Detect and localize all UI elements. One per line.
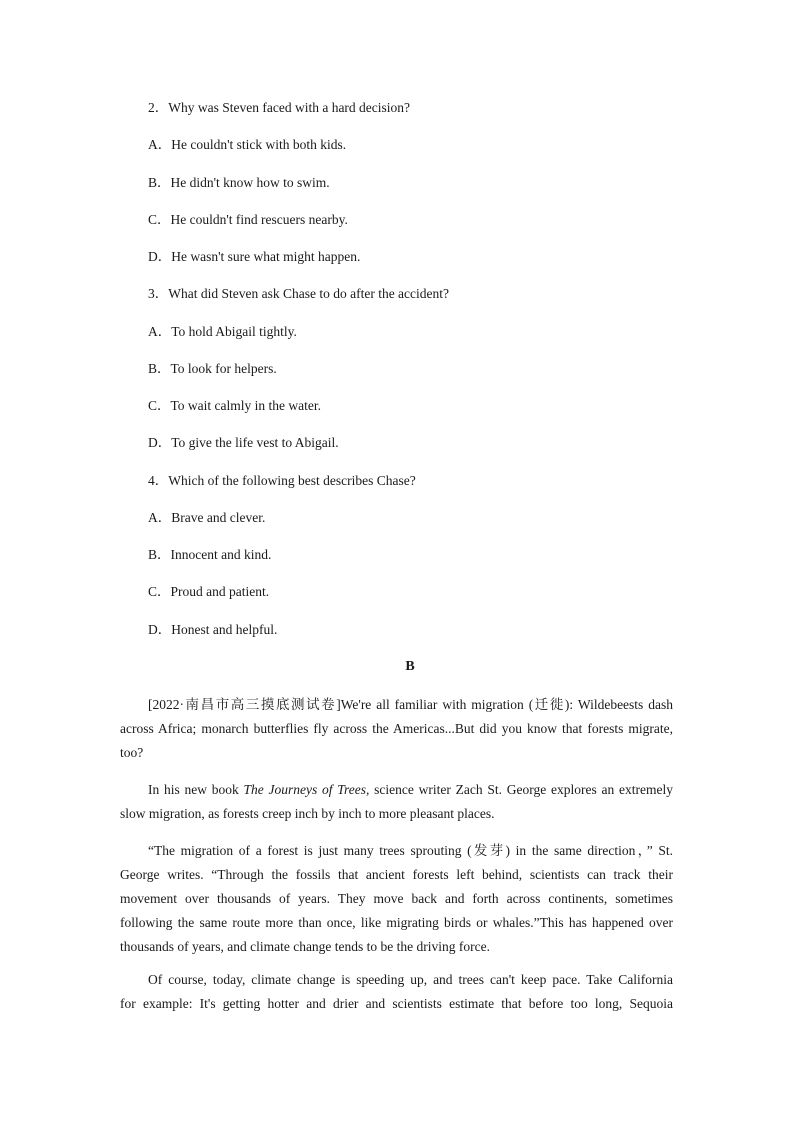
question-2-option-a: A．He couldn't stick with both kids. [148,137,347,152]
question-4-option-d: D．Honest and helpful. [148,622,278,637]
question-3-option-b: B．To look for helpers. [148,361,277,376]
passage-p2-text-before-title: In his new book [148,782,244,797]
passage-p4-line-1: Of course, today, climate change is speeding up, and trees can't keep pace. Take California [148,972,673,987]
passage-p3-line-2: George writes. “Through the fossils that ancient forests left behind, scientists can track their [120,867,673,882]
question-3-stem: 3．What did Steven ask Chase to do after the accident? [148,286,450,301]
passage-p2-line-1 [120,778,673,802]
passage-p1-line-2: across Africa; monarch butterflies fly across the Americas...But did you know that forests migrate, [120,721,673,736]
question-3-option-a: A．To hold Abigail tightly. [148,324,297,339]
passage-p1-line-1: [2022·南昌市高三摸底测试卷]We're all familiar with migration (迁徙): Wildebeests dash [148,697,673,712]
passage-paragraph-1 [120,693,673,765]
passage-p1-line-3: too? [120,745,144,760]
question-3-option-d: D．To give the life vest to Abigail. [148,435,339,450]
question-4-option-a: A．Brave and clever. [148,510,266,525]
passage-p3-line-1: “The migration of a forest is just many trees sprouting (发芽) in the same direction，” St. [148,843,673,858]
question-2-option-b: B．He didn't know how to swim. [148,175,330,190]
passage-p3-line-3: movement over thousands of years. They move back and forth across continents, sometimes [120,891,673,906]
section-heading: B [405,659,415,674]
question-2-option-c: C．He couldn't find rescuers nearby. [148,212,348,227]
passage-paragraph-3 [120,839,673,959]
passage-paragraph-4 [120,968,673,1016]
question-4-stem: 4．Which of the following best describes Chase? [148,473,416,488]
passage-p2-line-2: slow migration, as forests creep inch by inch to more pleasant places. [120,806,495,821]
passage-p4-line-2: for example: It's getting hotter and drier and scientists estimate that before too long, Sequoia [120,996,673,1011]
question-2-option-d: D．He wasn't sure what might happen. [148,249,361,264]
passage-paragraph-2 [120,778,673,826]
question-3-option-c: C．To wait calmly in the water. [148,398,322,413]
question-2-stem: 2．Why was Steven faced with a hard decision? [148,100,411,115]
passage-p3-line-5: thousands of years, and climate change tends to be the driving force. [120,939,491,954]
question-4-option-b: B．Innocent and kind. [148,547,272,562]
passage-p2-text-after-title: science writer Zach St. George explores an extremely [369,782,673,797]
passage-p3-line-4: following the same route more than once, like migrating birds or whales.”This has happened over [120,915,673,930]
question-4-option-c: C．Proud and patient. [148,584,270,599]
book-title: The Journeys of Trees, [243,782,370,797]
